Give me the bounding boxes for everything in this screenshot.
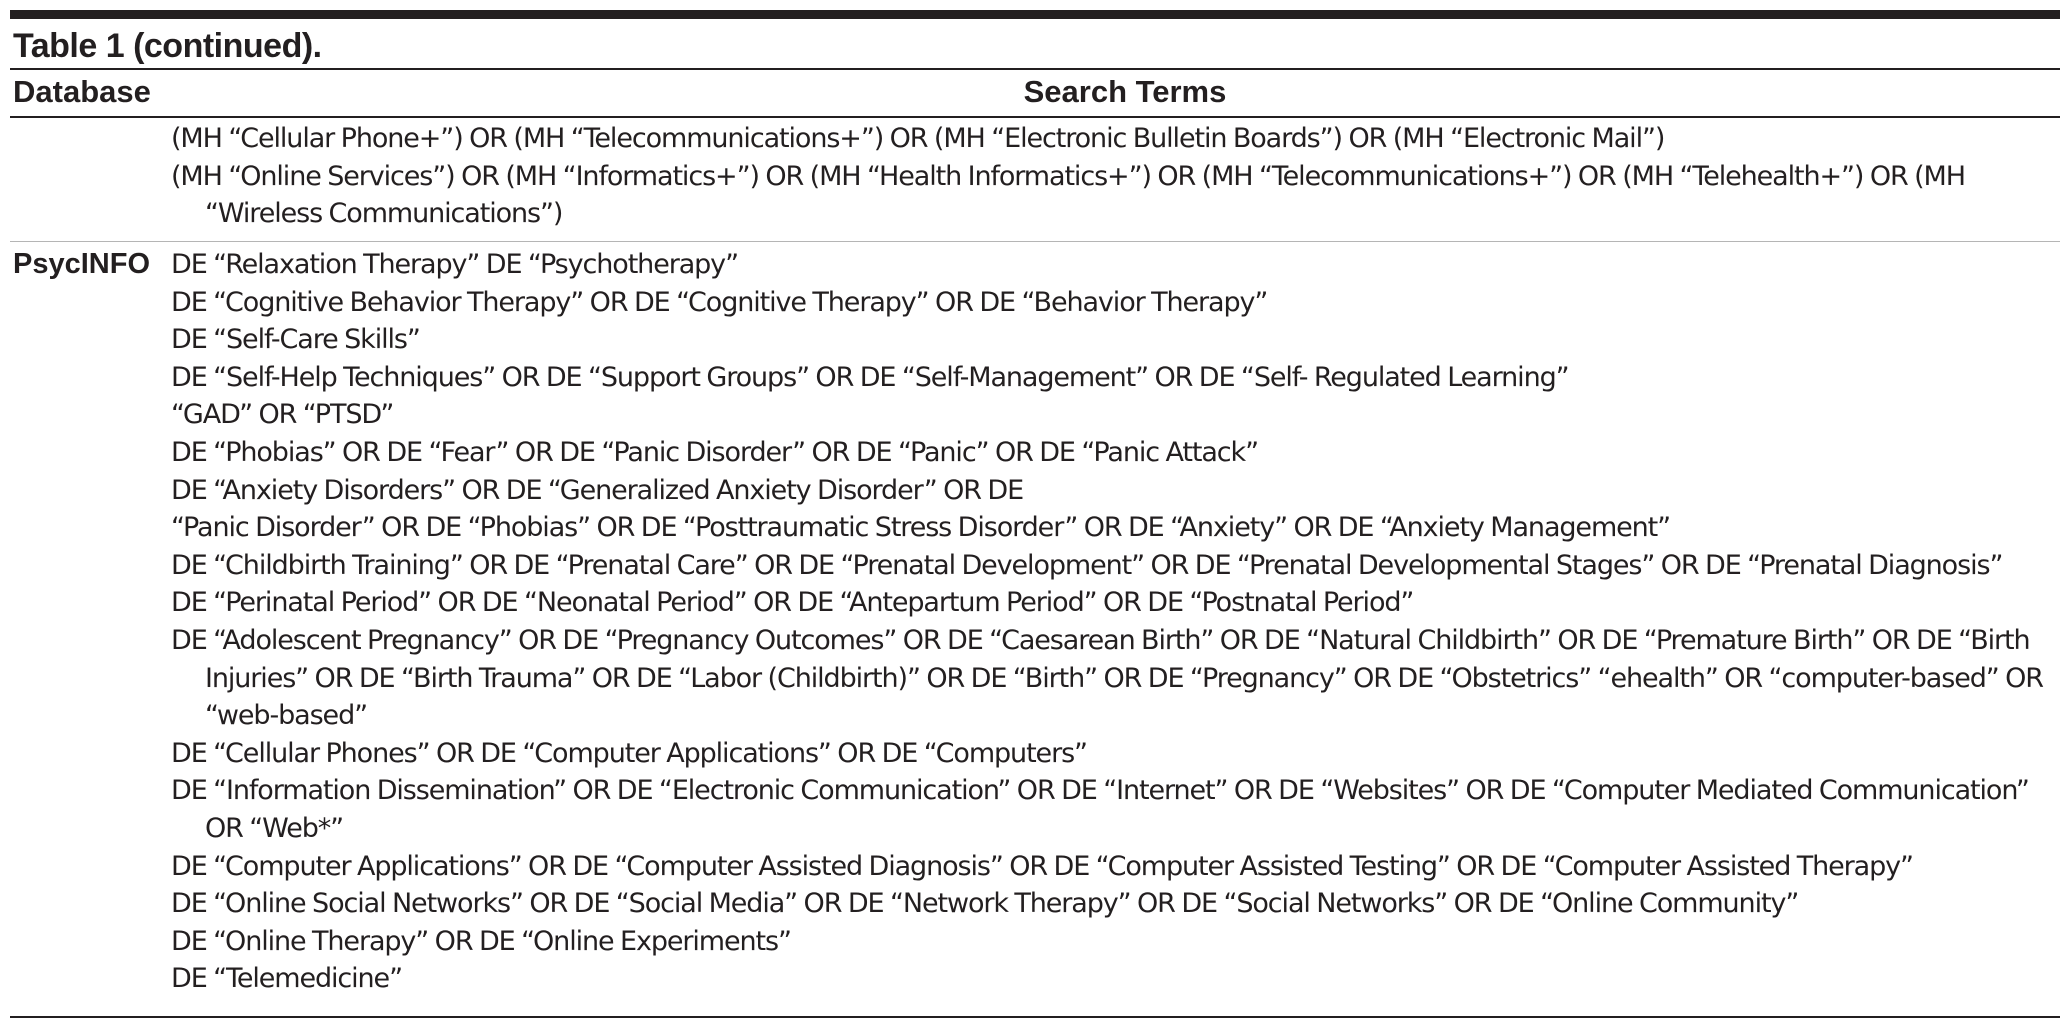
table-bottom-rule [10,1016,2060,1018]
header-top-rule [10,68,2060,70]
search-term-line: DE “Relaxation Therapy” DE “Psychotherapy” [171,249,738,280]
table-header-row [10,71,2060,113]
table-caption: Table 1 (continued). [13,27,322,65]
search-term-line: DE “Telemedicine” [171,963,402,995]
search-term-line: DE “Anxiety Disorders” OR DE “Generalized Anxiety Disorder” OR DE [171,474,1024,506]
search-term-line: DE “Cellular Phones” OR DE “Computer Applications” OR DE “Computers” [171,737,1087,769]
database-name: PsycINFO [13,248,150,280]
search-term-line: DE “Cognitive Behavior Therapy” OR DE “Cognitive Therapy” OR DE “Behavior Therapy” [171,286,1268,318]
search-terms-cell [171,246,2061,998]
search-term-line: (MH “Online Services”) OR (MH “Informatics+”) OR (MH “Health Informatics+”) OR (MH “Telecommunications+”) OR (MH “Telehealth+”) OR (MH “Wireless Communications”) [171,160,1965,230]
search-terms-cell [171,120,2061,233]
search-term-line: DE “Childbirth Training” OR DE “Prenatal Care” OR DE “Prenatal Development” OR DE “Prenatal Developmental Stages” OR DE “Prenatal Diagnosis” [171,549,2003,581]
search-term-line: DE “Online Social Networks” OR DE “Social Media” OR DE “Network Therapy” OR DE “Social Networks” OR DE “Online Community” [171,888,1799,920]
search-term-line: DE “Information Dissemination” OR DE “Electronic Communication” OR DE “Internet” OR DE “Websites” OR DE “Computer Mediated Communication” OR “Web*” [171,775,2029,844]
search-term-line: (MH “Cellular Phone+”) OR (MH “Telecommunications+”) OR (MH “Electronic Bulletin Boards”) OR (MH “Electronic Mail”) [171,123,1665,154]
header-bottom-rule [10,116,2060,118]
search-term-line: “Panic Disorder” OR DE “Phobias” OR DE “Posttraumatic Stress Disorder” OR DE “Anxiety” OR DE “Anxiety Management” [171,512,1671,544]
table-top-rule [10,10,2060,19]
search-term-line: DE “Phobias” OR DE “Fear” OR DE “Panic Disorder” OR DE “Panic” OR DE “Panic Attack” [171,436,1258,468]
row-separator [10,241,2060,242]
column-header-search-terms: Search Terms [1023,74,1227,109]
search-term-line: DE “Online Therapy” OR DE “Online Experiments” [171,925,791,957]
search-term-line: DE “Perinatal Period” OR DE “Neonatal Period” OR DE “Antepartum Period” OR DE “Postnatal Period” [171,587,1414,619]
column-header-database: Database [13,74,151,109]
search-term-line: DE “Adolescent Pregnancy” OR DE “Pregnancy Outcomes” OR DE “Caesarean Birth” OR DE “Natural Childbirth” OR DE “Premature Birth” OR DE “Birth Injuries” OR DE “Birth Trauma” OR DE “Labor (Childbirth)” OR DE “Birth” OR DE “Pregnancy” OR DE “Obstetrics” “ehealth” OR “computer-based” OR “web-based” [171,624,2043,732]
search-term-line: DE “Self-Help Techniques” OR DE “Support Groups” OR DE “Self-Management” OR DE “Self- Regulated Learning” [171,361,1569,393]
search-term-line: “GAD” OR “PTSD” [171,399,394,431]
search-term-line: DE “Computer Applications” OR DE “Computer Assisted Diagnosis” OR DE “Computer Assisted Testing” OR DE “Computer Assisted Therapy” [171,850,1913,882]
search-term-line: DE “Self-Care Skills” [171,324,420,356]
